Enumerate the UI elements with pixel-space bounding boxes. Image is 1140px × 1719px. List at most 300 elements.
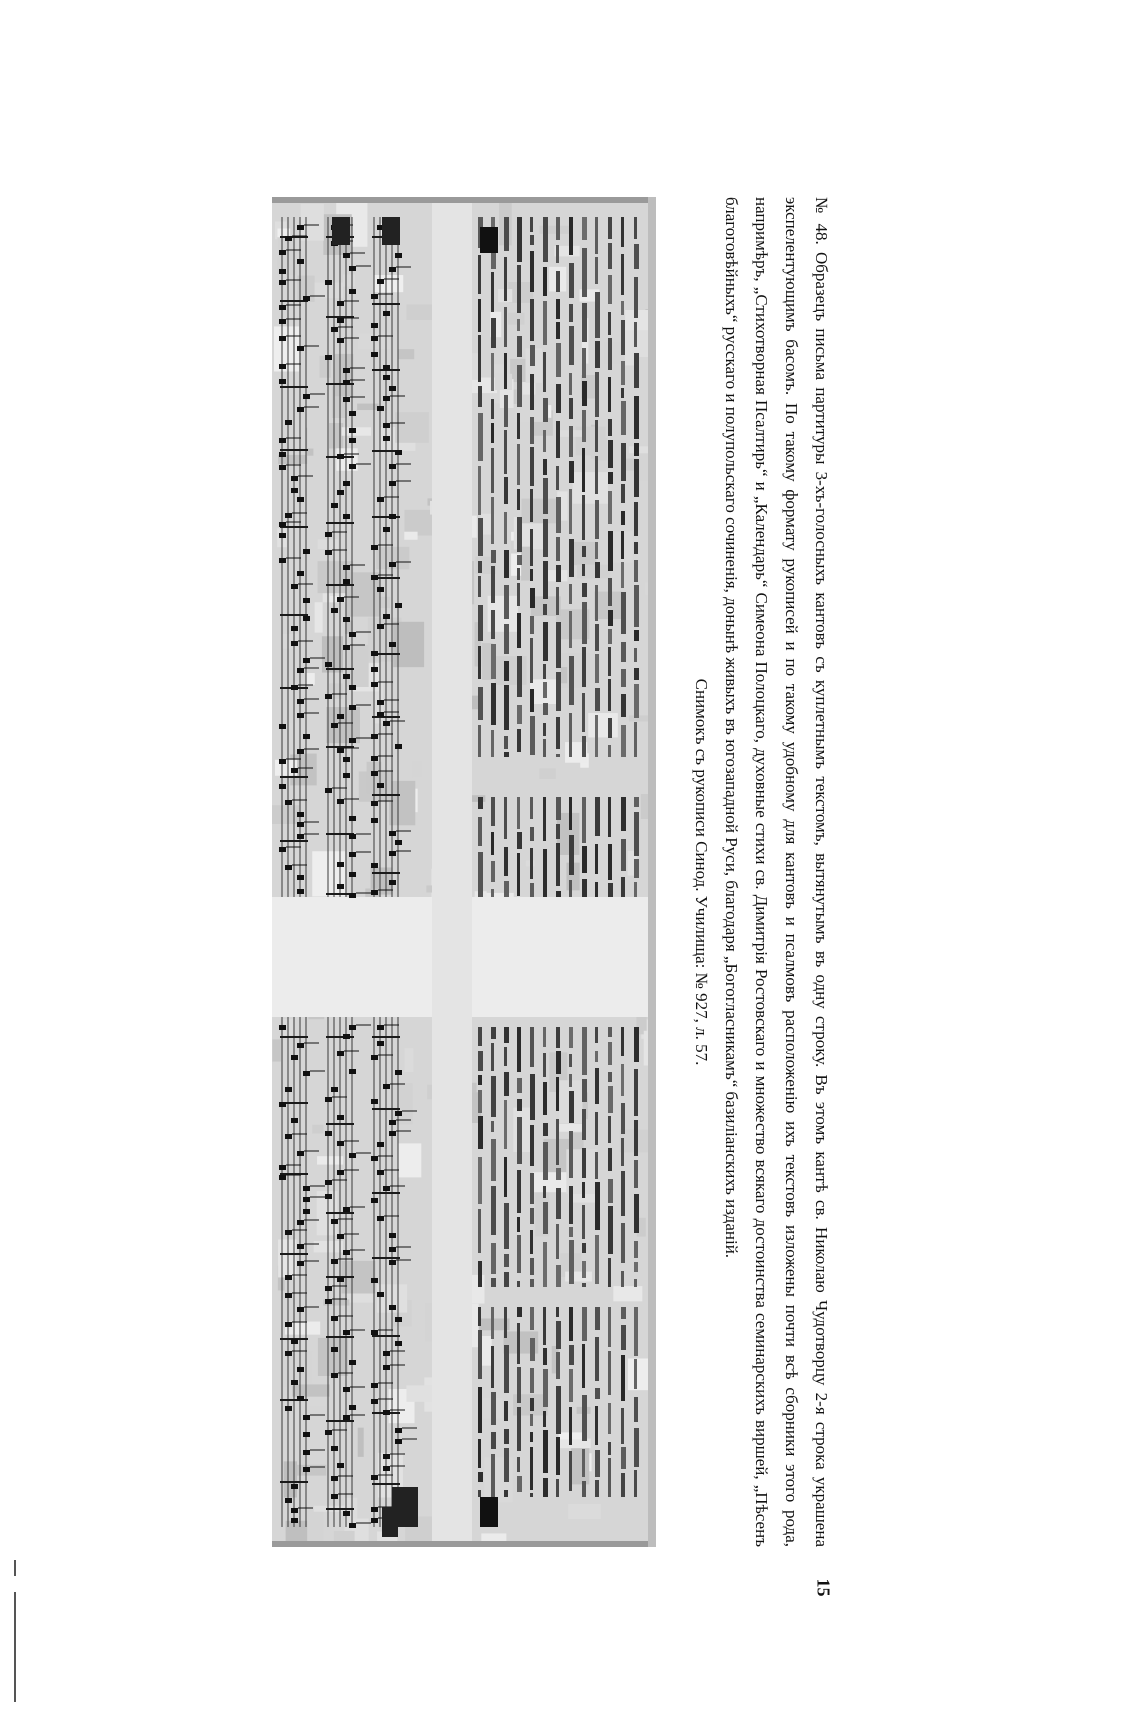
note-head [291,685,298,690]
scan-texture [329,423,343,449]
script-stroke [530,299,534,341]
note-head [297,1043,304,1048]
script-stroke [634,396,639,439]
scan-texture [315,602,323,632]
script-stroke [608,883,613,897]
script-stroke [608,1442,611,1455]
note-head [371,1399,378,1404]
note-head [291,768,298,773]
script-stroke [595,420,598,452]
script-stroke [608,1458,611,1497]
script-stroke [621,1325,626,1350]
script-stroke [621,1271,624,1287]
note-head [349,816,356,821]
note-head [377,1216,384,1221]
scan-texture [301,204,324,241]
script-stroke [504,217,509,251]
script-stroke [608,377,611,412]
script-stroke [504,1100,507,1149]
note-head [371,651,378,656]
script-stroke [556,1352,560,1379]
script-stroke [608,1307,611,1347]
script-stroke [634,1279,637,1287]
script-stroke [569,461,574,483]
script-stroke [478,413,483,461]
note-head [331,1446,338,1451]
script-stroke [582,797,586,843]
script-stroke [556,1051,561,1074]
script-stroke [478,605,483,641]
note-head [331,1494,338,1499]
script-stroke [478,797,483,809]
script-stroke [582,564,585,576]
script-stroke [517,217,522,262]
script-stroke [530,689,534,712]
script-stroke [504,1027,509,1043]
script-stroke [556,1168,561,1180]
script-stroke [491,566,495,603]
note-head [331,327,338,332]
note-head [337,1170,344,1175]
script-stroke [634,353,639,388]
script-stroke [517,1027,521,1072]
script-stroke [595,797,600,836]
script-stroke [530,716,535,755]
script-stroke [530,827,534,841]
script-stroke [595,542,598,559]
script-stroke [569,1091,574,1123]
script-stroke [530,588,535,608]
scan-texture [389,781,415,825]
note-head [349,1523,356,1528]
script-stroke [556,622,561,668]
script-stroke [543,519,548,557]
note-head [291,1055,298,1060]
script-stroke [621,1027,624,1056]
note-head [389,267,396,272]
note-head [285,800,292,805]
script-stroke [491,610,495,639]
note-head [395,1428,402,1433]
note-head [389,1305,396,1310]
manuscript-score-image [272,197,656,1547]
script-stroke [530,417,534,444]
note-head [371,1507,378,1512]
script-stroke [582,602,587,644]
note-head [377,624,384,629]
note-head [331,1347,338,1352]
scan-texture [398,349,414,359]
script-stroke [634,542,638,554]
script-stroke [491,1346,494,1388]
note-head [377,700,384,705]
script-stroke [504,1157,507,1197]
note-head [337,597,344,602]
script-stroke [608,531,613,571]
note-head [371,1099,378,1104]
note-head [337,1463,344,1468]
note-head [325,788,332,793]
note-head [349,834,356,839]
note-head [297,1151,304,1156]
note-head [331,1087,338,1092]
script-stroke [634,277,638,318]
script-stroke [517,517,522,552]
note-head [331,608,338,613]
clef-mark [332,217,350,245]
note-head [377,406,384,411]
script-stroke [621,592,626,634]
script-stroke [621,1447,626,1469]
script-stroke [569,1131,573,1178]
note-head [279,336,286,341]
script-stroke [556,537,560,561]
scan-texture [317,1156,343,1164]
note-head [279,452,286,457]
script-stroke [634,443,639,456]
note-head [349,852,356,857]
script-stroke [621,877,625,897]
script-stroke [569,1345,574,1365]
script-stroke [504,395,508,427]
script-stroke [530,638,533,683]
script-stroke [582,546,586,557]
script-stroke [530,569,533,581]
scan-texture [405,1048,414,1072]
note-head [349,738,356,743]
script-stroke [543,1123,548,1136]
script-stroke [517,336,522,357]
script-stroke [569,1074,572,1087]
note-head [337,862,344,867]
note-head [383,1454,390,1459]
script-stroke [530,1208,534,1224]
script-stroke [621,301,624,315]
script-stroke [530,1338,535,1361]
note-head [337,1141,344,1146]
note-head [279,784,286,789]
script-stroke [517,444,520,485]
note-head [303,1467,310,1472]
note-head [285,865,292,870]
note-head [325,1131,332,1136]
note-head [371,801,378,806]
script-stroke [491,353,494,391]
script-stroke [517,413,520,439]
script-stroke [543,739,546,757]
script-stroke [634,1307,638,1356]
script-stroke [634,1428,639,1467]
script-stroke [504,736,508,749]
note-head [377,587,384,592]
script-stroke [504,1272,509,1287]
note-head [389,1247,396,1252]
script-stroke [543,682,547,698]
script-stroke [530,489,533,522]
note-head [343,579,350,584]
note-head [297,749,304,754]
script-stroke [608,243,612,269]
note-head [303,1432,310,1437]
note-head [325,532,332,537]
script-stroke [530,1258,534,1275]
note-head [279,1175,286,1180]
note-head [371,545,378,550]
script-stroke [608,1179,613,1203]
scan-texture [347,645,368,687]
script-stroke [608,1258,611,1287]
script-stroke [621,669,626,687]
note-head [349,1025,356,1030]
script-stroke [556,466,559,490]
note-head [395,840,402,845]
script-stroke [517,656,522,697]
script-stroke [582,1283,586,1287]
note-head [377,712,384,717]
script-stroke [595,500,599,539]
script-stroke [530,1493,533,1497]
note-head [383,1084,390,1089]
note-head [343,1511,350,1516]
note-head [343,380,350,385]
note-head [389,481,396,486]
script-stroke [543,1186,546,1198]
note-head [325,1194,332,1199]
script-stroke [569,1307,573,1341]
note-head [291,476,298,481]
scan-texture [274,326,299,371]
script-stroke [504,307,507,347]
note-head [371,818,378,823]
note-head [303,1415,310,1420]
scan-edge [272,1541,656,1547]
note-head [383,365,390,370]
script-stroke [569,373,572,395]
note-head [389,1131,396,1136]
note-head [395,1111,402,1116]
script-stroke [504,847,508,876]
script-stroke [582,495,585,540]
script-stroke [556,245,559,263]
script-stroke [530,1074,535,1120]
note-head [303,1197,310,1202]
note-head [337,714,344,719]
note-head [331,1476,338,1481]
note-head [297,346,304,351]
note-head [383,1365,390,1370]
script-stroke [491,1139,496,1181]
script-stroke [504,1448,509,1482]
script-stroke [556,322,560,339]
script-stroke [491,683,496,725]
note-head [349,1405,356,1410]
script-stroke [608,718,612,738]
script-stroke [556,271,560,292]
note-head [349,428,356,433]
script-stroke [569,880,572,897]
script-stroke [491,1278,496,1287]
note-head [371,1475,378,1480]
script-stroke [608,629,612,644]
script-stroke [634,1194,639,1233]
scan-texture [521,547,530,581]
script-stroke [543,1478,548,1497]
note-head [389,642,396,647]
script-stroke [608,1086,613,1113]
script-stroke [491,1392,496,1425]
script-stroke [582,1307,587,1341]
script-stroke [621,797,626,831]
script-stroke [608,440,613,468]
note-head [371,1156,378,1161]
script-stroke [491,644,496,679]
script-stroke [595,844,598,874]
script-stroke [491,550,496,563]
note-head [337,301,344,306]
script-stroke [530,1279,534,1287]
script-stroke [530,1414,533,1426]
script-stroke [543,1369,548,1407]
note-head [383,527,390,532]
script-stroke [621,694,626,717]
note-head [343,773,350,778]
note-head [395,450,402,455]
script-stroke [491,889,494,897]
note-head [291,1508,298,1513]
script-stroke [608,797,611,837]
note-head [303,296,310,301]
note-head [343,565,350,570]
script-stroke [608,472,613,484]
script-stroke [569,1186,573,1224]
note-head [371,682,378,687]
script-stroke [595,654,599,683]
script-stroke [543,703,548,715]
script-stroke [517,613,521,648]
note-head [279,558,286,563]
script-stroke [621,1171,625,1216]
note-head [349,632,356,637]
script-stroke [504,512,507,544]
note-head [279,1102,286,1107]
script-stroke [595,257,598,284]
note-head [395,603,402,608]
script-stroke [569,217,573,255]
script-stroke [569,1054,572,1067]
script-stroke [634,812,639,856]
note-head [337,799,344,804]
script-stroke [478,852,483,897]
script-stroke [582,381,587,406]
script-stroke [517,1099,522,1111]
script-stroke [569,1240,574,1284]
note-head [291,1484,298,1489]
script-stroke [595,562,600,578]
script-stroke [530,1447,533,1490]
note-head [291,626,298,631]
script-stroke [504,1047,507,1066]
script-stroke [608,1027,612,1037]
note-head [383,396,390,401]
scan-texture [588,713,618,737]
script-stroke [530,345,535,366]
script-stroke [543,664,546,679]
script-stroke [543,1242,547,1287]
note-head [325,1286,332,1291]
script-stroke [634,882,637,897]
script-stroke [569,1027,573,1048]
script-stroke [478,561,482,573]
scan-mark [14,1560,16,1576]
script-stroke [582,736,586,757]
note-head [297,699,304,704]
script-stroke [517,1307,522,1317]
script-stroke [569,835,574,875]
note-head [291,1518,298,1523]
note-head [349,1153,356,1158]
script-stroke [504,752,509,757]
script-stroke [517,568,520,580]
caption-source: Снимокъ съ рукописи Синод. Училища: № 927, л. 57. [692,678,711,1066]
note-head [383,375,390,380]
note-head [279,1165,286,1170]
script-stroke [634,1397,638,1422]
script-stroke [543,459,547,475]
script-stroke [543,478,548,514]
script-stroke [504,257,507,301]
script-stroke [569,326,574,365]
scan-texture [272,1039,281,1061]
note-head [371,575,378,580]
script-stroke [504,797,507,839]
script-stroke [491,730,494,757]
initial-letter [480,1497,498,1527]
script-stroke [517,1078,522,1093]
script-stroke [608,1206,613,1254]
script-stroke [530,1398,534,1411]
script-stroke [491,318,496,348]
note-head [297,225,304,230]
note-head [343,1415,350,1420]
script-stroke [634,684,639,718]
script-stroke [543,1307,546,1345]
script-stroke [556,891,561,897]
script-stroke [582,1481,586,1497]
script-stroke [517,1281,520,1287]
script-stroke [608,647,611,676]
script-stroke [491,448,494,493]
note-head [279,379,286,384]
note-head [349,1360,356,1365]
script-stroke [634,797,639,807]
note-head [383,1186,390,1191]
note-head [389,562,396,567]
script-stroke [517,729,521,752]
script-stroke [517,853,520,896]
scan-texture [395,412,429,443]
script-stroke [491,832,494,855]
scan-texture [399,1143,422,1177]
script-stroke [608,610,613,626]
scan-texture [335,354,354,396]
script-stroke [504,1401,508,1421]
script-stroke [621,511,625,525]
script-stroke [569,489,572,534]
note-head [303,1186,310,1191]
note-head [343,674,350,679]
script-stroke [556,824,560,839]
note-head [297,259,304,264]
